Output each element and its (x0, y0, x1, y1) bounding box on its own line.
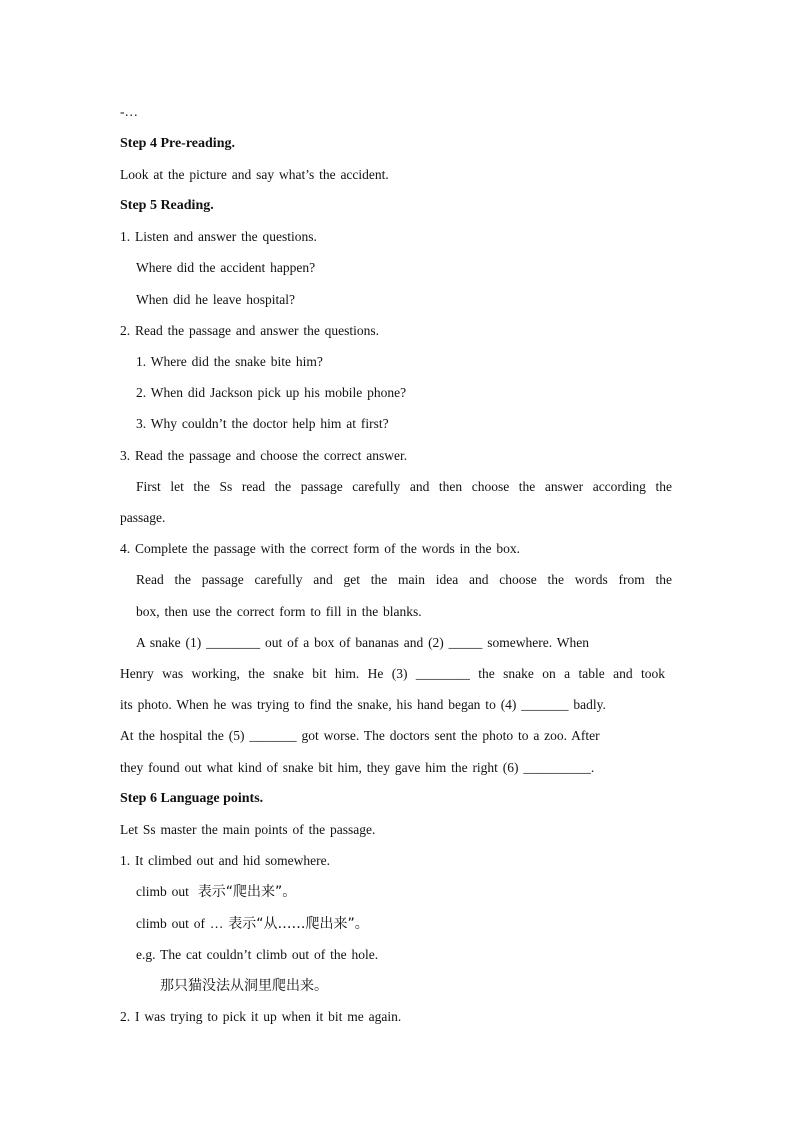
step-6-instruction: Let Ss master the main points of the passage. (120, 822, 376, 837)
task-4-description-end: box, then use the correct form to fill in the blanks. (136, 604, 422, 619)
phrase-chinese-meaning: 表示“爬出来”。 (197, 884, 297, 900)
point-1-example-translation: 那只猫没法从洞里爬出来。 (160, 978, 328, 994)
cloze-line-3: its photo. When he was trying to find the snake, his hand began to (4) _______ badly. (120, 697, 606, 712)
step-4-heading: Step 4 Pre-reading. (120, 136, 235, 151)
task-4-description: Read the passage carefully and get the main idea and choose the words from the (136, 572, 672, 587)
task-4-title: 4. Complete the passage with the correct form of the words in the box. (120, 541, 521, 556)
point-1-phrase-2 (136, 915, 369, 933)
point-1-example: e.g. The cat couldn’t climb out of the hole. (136, 947, 379, 962)
phrase-english: climb out of … (136, 916, 224, 931)
cloze-line-1: A snake (1) ________ out of a box of bananas and (2) _____ somewhere. When (136, 635, 590, 650)
page-fragment-mark: -… (120, 104, 138, 119)
task-1-question-2: When did he leave hospital? (136, 292, 295, 307)
cloze-line-4: At the hospital the (5) _______ got worse. The doctors sent the photo to a zoo. After (120, 728, 600, 743)
cloze-line-2: Henry was working, the snake bit him. He (3) ________ the snake on a table and took (120, 666, 665, 681)
point-1-sentence: 1. It climbed out and hid somewhere. (120, 853, 330, 868)
point-1-phrase-1 (136, 883, 296, 901)
step-6-heading: Step 6 Language points. (120, 791, 264, 806)
task-2-title: 2. Read the passage and answer the questions. (120, 323, 380, 338)
phrase-chinese-meaning: 表示“从……爬出来”。 (228, 916, 369, 932)
task-3-title: 3. Read the passage and choose the correct answer. (120, 448, 408, 463)
task-3-description: First let the Ss read the passage carefully and then choose the answer according the (136, 479, 672, 494)
task-2-question-2: 2. When did Jackson pick up his mobile phone? (136, 385, 407, 400)
task-1-question-1: Where did the accident happen? (136, 260, 316, 275)
step-4-instruction: Look at the picture and say what’s the accident. (120, 167, 389, 182)
point-2-sentence: 2. I was trying to pick it up when it bit me again. (120, 1009, 402, 1024)
step-5-heading: Step 5 Reading. (120, 198, 214, 213)
task-1-title: 1. Listen and answer the questions. (120, 229, 317, 244)
task-3-description-end: passage. (120, 510, 166, 525)
task-2-question-3: 3. Why couldn’t the doctor help him at first? (136, 416, 389, 431)
task-2-question-1: 1. Where did the snake bite him? (136, 354, 323, 369)
phrase-english: climb out (136, 884, 189, 899)
cloze-line-5: they found out what kind of snake bit him, they gave him the right (6) __________. (120, 760, 595, 775)
